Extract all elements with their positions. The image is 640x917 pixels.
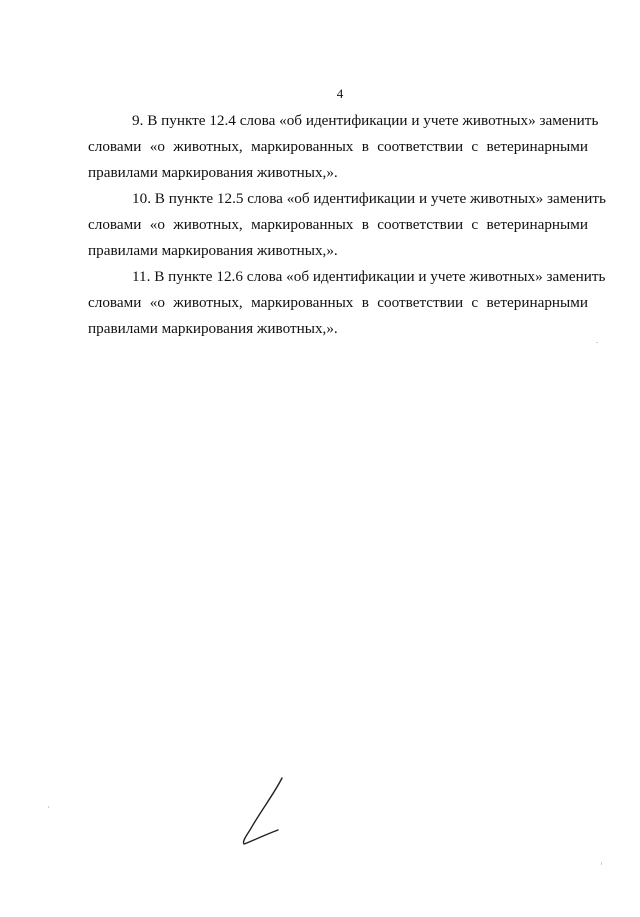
paragraph-line: словами «о животных, маркированных в соответствии с ветеринарными [88,294,588,311]
paragraph-line: правилами маркирования животных,». [88,164,338,181]
paragraph-item-11 [88,264,606,342]
signature-mark [232,772,302,852]
scan-speck [596,342,598,343]
scan-speck [48,806,49,808]
paragraph-line: 9. В пункте 12.4 слова «об идентификации и учете животных» заменить [132,112,599,129]
paragraph-line: 10. В пункте 12.5 слова «об идентификации и учете животных» заменить [132,190,606,207]
signature-stroke [243,778,282,844]
paragraph-line: 11. В пункте 12.6 слова «об идентификации и учете животных» заменить [132,268,606,285]
document-body [88,108,606,342]
paragraph-line: словами «о животных, маркированных в соответствии с ветеринарными [88,216,588,233]
paragraph-line: правилами маркирования животных,». [88,320,338,337]
paragraph-line: словами «о животных, маркированных в соответствии с ветеринарными [88,138,588,155]
paragraph-item-9 [88,108,599,186]
paragraph-line: правилами маркирования животных,». [88,242,338,259]
page-number: 4 [336,86,344,101]
paragraph-item-10 [88,186,606,264]
scan-speck [601,862,602,865]
